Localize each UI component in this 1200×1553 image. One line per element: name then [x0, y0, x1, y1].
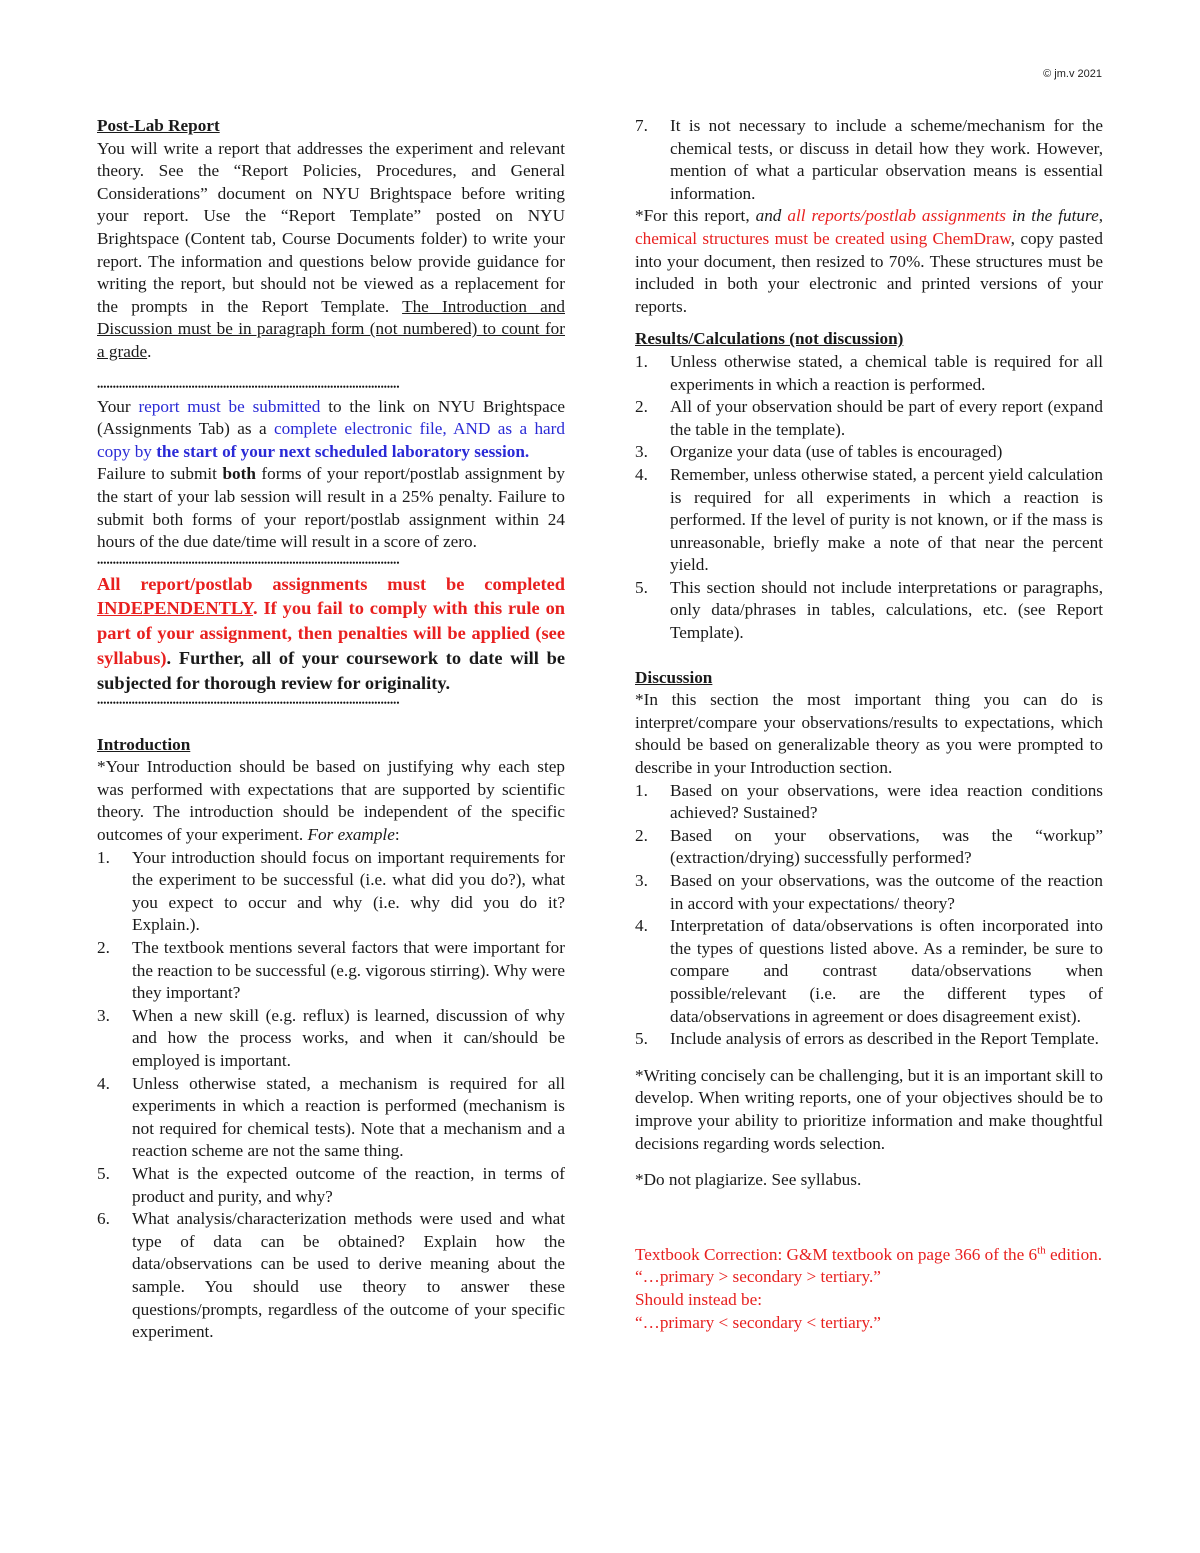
paragraph-form-notice: The Introduction and Discussion must be in paragraph form (not numbered) to count for a grade [97, 296, 565, 361]
list-item: 2. All of your observation should be part of every report (expand the table in the template). [635, 397, 1103, 439]
list-item: 1. Unless otherwise stated, a chemical table is required for all experiments in which a reaction is performed. [635, 351, 1103, 394]
plagiarize-note: *Do not plagiarize. See syllabus. [635, 1170, 862, 1190]
correction-original: “…primary > secondary > tertiary.” [635, 1267, 881, 1287]
list-item: 1. Based on your observations, were idea reaction conditions achieved? Sustained? [635, 780, 1103, 823]
correction-fixed: “…primary < secondary < tertiary.” [635, 1312, 881, 1332]
list-item: 6. What analysis/characterization methods were used and what type of data can be obtained? Explain how the data/observations can be used to derive meaning about the sample. You should use theory to answer these questions/prompts, regardless of the outcome of your specific experiment. [97, 1209, 565, 1342]
discussion-heading: Discussion [635, 667, 713, 687]
copyright-stamp: © jm.v 2021 [1043, 68, 1102, 80]
list-item: 3. Organize your data (use of tables is encouraged) [635, 442, 1003, 462]
list-item: 4. Interpretation of data/observations is often incorporated into the types of questions listed above. As a reminder, be sure to compare and contrast data/observations when possible/relevant (i.e. are the different types of data/observations in agreement or does disagreement exist). [635, 916, 1103, 1026]
divider-stars: •••••••••••••••••••••••••••••••••••••••••••••••••••••••••••••••••••••••••••••••••••••••••••••••• [97, 381, 400, 392]
list-item: 5. What is the expected outcome of the reaction, in terms of product and purity, and why? [97, 1163, 565, 1206]
chemdraw-paragraph: *For this report, and all reports/postlab assignments in the future, chemical structures must be created using ChemDraw, copy pasted into your document, then resized to 70%. These structures must be included in both your electronic and printed versions of your reports. [635, 206, 1103, 316]
right-column [635, 115, 1103, 1334]
introduction-paragraph: *Your Introduction should be based on justifying why each step was performed with expectations that are supported by scientific theory. The introduction should be independent of the specific outcomes of your experiment. For example: [97, 757, 565, 845]
writing-note: *Writing concisely can be challenging, but it is an important skill to develop. When writing reports, one of your objectives should be to improve your ability to prioritize information and make thoughtful decisions regarding words selection. [635, 1065, 1103, 1153]
divider-stars: •••••••••••••••••••••••••••••••••••••••••••••••••••••••••••••••••••••••••••••••••••••••••••••••• [97, 557, 400, 568]
list-item: 5. This section should not include interpretations or paragraphs, only data/phrases in tables, calculations, etc. (see Report Template). [635, 577, 1103, 643]
report-heading: Post-Lab Report [97, 116, 220, 135]
textbook-correction: Textbook Correction: G&M textbook on page 366 of the 6th edition. [635, 1243, 1103, 1264]
left-column [97, 115, 565, 1344]
submission-paragraph: Your report must be submitted to the link on NYU Brightspace (Assignments Tab) as a complete electronic file, AND as a hard copy by the start of your next scheduled laboratory session. [97, 396, 566, 461]
discussion-list [635, 780, 1103, 1051]
correction-label: Should instead be: [635, 1289, 762, 1309]
list-item: 4. Remember, unless otherwise stated, a percent yield calculation is required for all experiments in which a reaction is performed. If the level of purity is not known, or if the mass is unreasonable, briefly make a note of that near the percent yield. [635, 464, 1103, 575]
list-item: 3. When a new skill (e.g. reflux) is learned, discussion of why and how the process works, and when it can/should be employed is important. [97, 1005, 565, 1070]
independence-warning: All report/postlab assignments must be completed INDEPENDENTLY. If you fail to comply with this rule on part of your assignment, then penalties will be applied (see syllabus). Further, all of your coursework to date will be subjected for thorough review for originality. [97, 573, 565, 693]
introduction-list [97, 847, 565, 1344]
list-item: 4. Unless otherwise stated, a mechanism is required for all experiments in which a reaction is performed (mechanism is not required for chemical tests). Note that a mechanism and a reaction scheme are not the same thing. [97, 1073, 565, 1161]
discussion-paragraph: *In this section the most important thing you can do is interpret/compare your observations/results to expectations, which should be based on generalizable theory as you were prompted to describe in your Introduction section. [635, 690, 1103, 778]
list-item: 7. It is not necessary to include a scheme/mechanism for the chemical tests, or discuss in detail how they work. However, mention of what a particular observation means is essential information. [635, 116, 1103, 203]
results-list [635, 351, 1103, 645]
results-heading: Results/Calculations (not discussion) [635, 329, 904, 349]
list-item: 3. Based on your observations, was the outcome of the reaction in accord with your expectations/ theory? [635, 871, 1103, 913]
list-item: 2. The textbook mentions several factors that were important for the reaction to be successful (e.g. vigorous stirring). Why were they important? [97, 938, 565, 1003]
introduction-heading: Introduction [97, 734, 191, 754]
failure-paragraph: Failure to submit both forms of your report/postlab assignment by the start of your lab session will result in a 25% penalty. Failure to submit both forms of your report/postlab assignment within 24 hours of the due date/time will result in a score of zero. [97, 464, 565, 552]
list-item: 1. Your introduction should focus on important requirements for the experiment to be successful (i.e. what did you do?), what you expect to occur and why (i.e. why did you do it? Explain.). [97, 847, 565, 935]
introduction-list-continued [635, 115, 1103, 205]
report-intro-paragraph: You will write a report that addresses the experiment and relevant theory. See the “Report Policies, Procedures, and General Considerations” document on NYU Brightspace before writing your report. Use the “Report Template” posted on NYU Brightspace (Content tab, Course Documents folder) to write your report. The information and questions below provide guidance for writing the report, but should not be viewed as a replacement for the prompts in the Report Template. The Introduction and Discussion must be in paragraph form (not numbered) to count for a grade. [97, 138, 565, 361]
list-item: 2. Based on your observations, was the “workup” (extraction/drying) successfully performed? [635, 825, 1103, 868]
divider-stars: •••••••••••••••••••••••••••••••••••••••••••••••••••••••••••••••••••••••••••••••••••••••••••••••• [97, 697, 400, 708]
list-item: 5. Include analysis of errors as described in the Report Template. [635, 1029, 1099, 1049]
